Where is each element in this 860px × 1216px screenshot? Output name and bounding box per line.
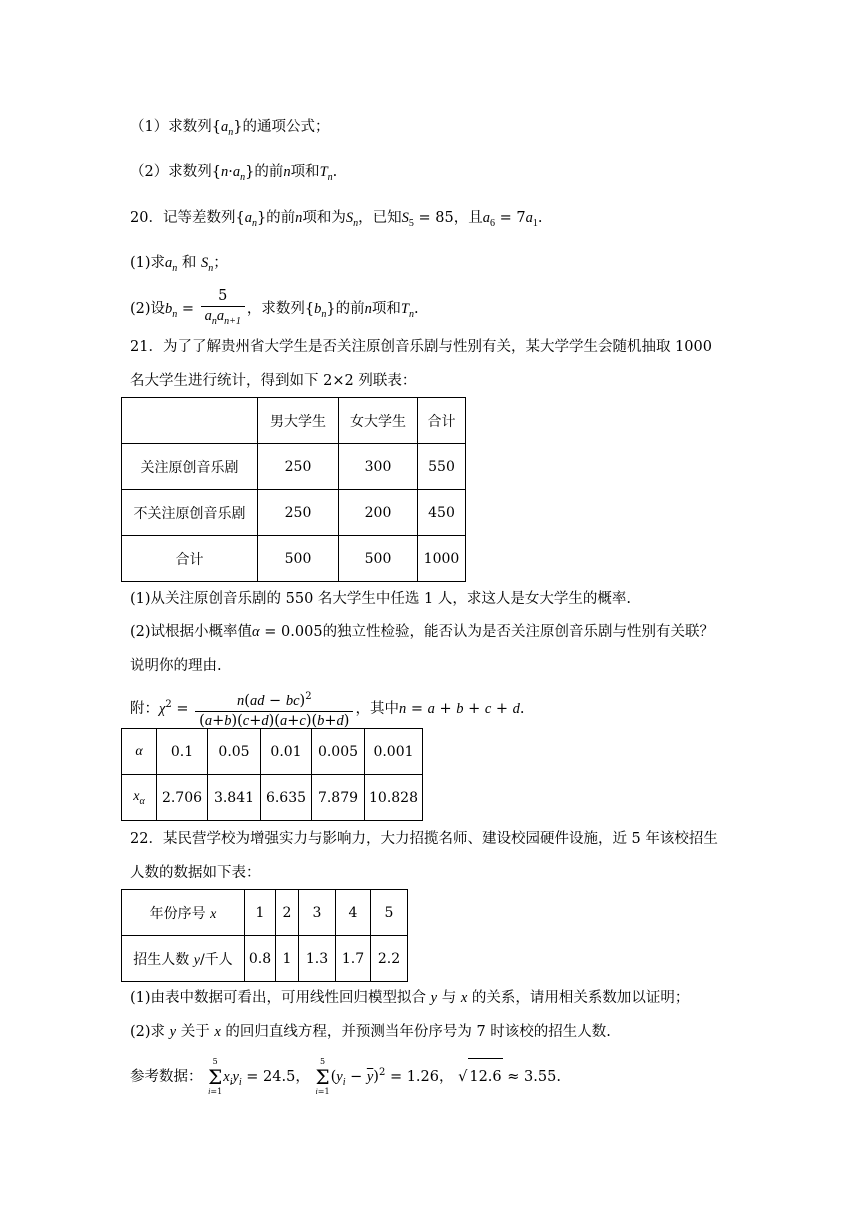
- ct-cell: 500: [258, 536, 339, 582]
- ct-cell: 0.001: [365, 729, 423, 775]
- q22-reference-data: 参考数据： 5 Σ i=1 $x_iy_i = 24.5$， 5 Σ i=1 $(y_i - \overline{y})^2 = 1.26$， √ 12.6 ≈ 3.55.: [130, 1057, 561, 1096]
- ct-cell: 2.2: [371, 936, 408, 982]
- ct-cell: 关注原创音乐剧: [122, 444, 258, 490]
- q19-part1-post: 的通项公式；: [242, 119, 330, 135]
- ct-cell: 200: [339, 490, 418, 536]
- enrollment-table: [121, 889, 408, 982]
- q22-ref-sum2: = 1.26: [389, 1069, 439, 1085]
- q20-part2-mid: ，求数列: [246, 301, 305, 317]
- q20-part1-and: 和: [181, 255, 197, 271]
- ct-header-2: 女大学生: [339, 398, 418, 444]
- sum-symbol-icon: 5 Σ i=1: [315, 1057, 330, 1096]
- q22-intro-line2: 人数的数据如下表：: [130, 865, 261, 881]
- q20-part2-pre: (2)设: [130, 301, 166, 317]
- table-row: [122, 936, 408, 982]
- enrollment-label: 招生人数 y/千人: [122, 936, 245, 982]
- q20-part1-post: ；: [213, 255, 228, 271]
- q20-s5-value: = 85: [418, 210, 454, 226]
- year-label: 年份序号 x: [122, 890, 245, 936]
- q21-appendix: 附：$\chi^2$ = $\frac{n(ad - bc)^2}{(a+b)(c+d)(a+c)(b+d)}$ ，其中n = a + b + c + d.: [130, 685, 525, 730]
- table-row: [122, 890, 408, 936]
- ct-cell: 4: [336, 890, 371, 936]
- ct-cell: 1: [276, 936, 299, 982]
- ct-cell: 300: [339, 444, 418, 490]
- enrollment-unit: /千人: [199, 951, 233, 968]
- q20-part1: (1)求$a_n$ 和 $S_n$；: [130, 255, 228, 274]
- sqrt-radicand: 12.6: [468, 1058, 502, 1095]
- ct-cell: 2.706: [157, 775, 208, 821]
- q20-part2-post: 项和: [371, 301, 401, 317]
- ct-cell: 7.879: [312, 775, 365, 821]
- q19-part2: （2）求数列$\{n\cdot a_n\}$的前n项和$T_n$.: [130, 164, 338, 183]
- ct-cell: 3: [299, 890, 336, 936]
- q21-appendix-mid: ，其中: [355, 701, 399, 717]
- q20-intro: 20．记等差数列$\{a_n\}$的前n项和为$S_n$，已知$S_5 = 85$，且$a_6 = 7a_1$.: [130, 210, 543, 229]
- q22-part2-pre: (2)求: [130, 1024, 166, 1040]
- ct-cell: 1: [245, 890, 276, 936]
- table-row: [122, 444, 466, 490]
- q22-part2-mid: 关于: [180, 1024, 210, 1040]
- q22-part1-mid: 与: [441, 990, 457, 1006]
- q21-intro-line2: 名大学生进行统计，得到如下 2×2 列联表：: [130, 373, 417, 389]
- q22-part2: (2)求 y 关于 x 的回归直线方程，并预测当年份序号为 7 时该校的招生人数.: [130, 1024, 611, 1040]
- ct-cell: 1.7: [336, 936, 371, 982]
- ct-cell: 450: [418, 490, 466, 536]
- ct-cell: 不关注原创音乐剧: [122, 490, 258, 536]
- ct-cell: 1.3: [299, 936, 336, 982]
- q21-intro2-pre: 名大学生进行统计，得到如下: [130, 373, 319, 389]
- q21-part2-pre: (2)试根据小概率值: [130, 624, 253, 640]
- q19-part2-pre: （2）求数列: [130, 164, 212, 180]
- q20-intro2: 的前: [266, 210, 296, 226]
- table-row: [122, 490, 466, 536]
- q20-fraction: $\frac{5}{a_na_{n+1}}$: [201, 288, 245, 330]
- ct-cell: 5: [371, 890, 408, 936]
- ct-cell: 0.01: [261, 729, 312, 775]
- q22-ref-sqrt-val: ≈ 3.55: [507, 1069, 557, 1085]
- ct-header-3: 合计: [418, 398, 466, 444]
- q19-part2-mid: 的前: [254, 164, 284, 180]
- ct-cell: 250: [258, 444, 339, 490]
- ct-cell: 3.841: [208, 775, 261, 821]
- q21-part1: (1)从关注原创音乐剧的 550 名大学生中任选 1 人，求这人是女大学生的概率.: [130, 591, 631, 607]
- q21-part2-line2: 说明你的理由.: [130, 658, 222, 674]
- ct-cell: 0.005: [312, 729, 365, 775]
- q20-part2: (2)设$b_n$ = $\frac{5}{a_na_{n+1}}$ ，求数列$\{b_n\}$的前n项和$T_n$.: [130, 288, 419, 335]
- ct-cell: 550: [418, 444, 466, 490]
- ct-cell: 0.8: [245, 936, 276, 982]
- ct-header-0: [122, 398, 258, 444]
- q22-ref-pre: 参考数据：: [130, 1069, 203, 1085]
- ct-cell: 10.828: [365, 775, 423, 821]
- ct-cell: 6.635: [261, 775, 312, 821]
- contingency-table: [121, 397, 466, 582]
- q22-ref-sum1: = 24.5: [246, 1069, 296, 1085]
- chi-square-fraction: $\frac{n(ad - bc)^2}{(a+b)(c+d)(a+c)(b+d)}$: [195, 688, 353, 730]
- q21-appendix-pre: 附：: [130, 701, 159, 717]
- q20-intro3: 项和为: [302, 210, 346, 226]
- ct-cell: 0.1: [157, 729, 208, 775]
- q22-part1: (1)由表中数据可看出，可用线性回归模型拟合 y 与 x 的关系，请用相关系数加以证明；: [130, 990, 690, 1006]
- q22-part1-post: 的关系，请用相关系数加以证明；: [471, 990, 690, 1006]
- q22-intro-line1: 22．某民营学校为增强实力与影响力，大力招揽名师、建设校园硬件设施，近 5 年该校招生: [130, 831, 718, 847]
- q20-intro-text: 20．记等差数列: [130, 210, 236, 226]
- x-alpha-label: $x_\alpha$: [122, 775, 157, 821]
- table-row: [122, 729, 423, 775]
- q21-intro-line1: 21．为了了解贵州省大学生是否关注原创音乐剧与性别有关，某大学学生会随机抽取 1000: [130, 339, 712, 355]
- alpha-label: α: [122, 729, 157, 775]
- ct-cell: 0.05: [208, 729, 261, 775]
- ct-cell: 1000: [418, 536, 466, 582]
- year-label-text: 年份序号: [149, 905, 206, 922]
- ct-cell: 500: [339, 536, 418, 582]
- ct-cell: 合计: [122, 536, 258, 582]
- q22-part2-post: 的回归直线方程，并预测当年份序号为 7 时该校的招生人数.: [225, 1024, 611, 1040]
- ct-header-1: 男大学生: [258, 398, 339, 444]
- critical-value-table: [121, 728, 423, 821]
- q20-part1-pre: (1)求: [130, 255, 166, 271]
- q20-frac-num: 5: [201, 288, 245, 307]
- q22-part1-pre: (1)由表中数据可看出，可用线性回归模型拟合: [130, 990, 427, 1006]
- enrollment-label-text: 招生人数: [133, 951, 190, 968]
- q20-intro4: ，已知: [358, 210, 402, 226]
- q21-alpha-value: = 0.005: [264, 624, 323, 640]
- q20-part2-mid2: 的前: [335, 301, 365, 317]
- table-row: [122, 775, 423, 821]
- ct-cell: 250: [258, 490, 339, 536]
- q19-part2-post: 项和: [290, 164, 320, 180]
- q19-part1: （1）求数列$\{a_n\}$的通项公式；: [130, 119, 330, 138]
- q21-intro2-post: 列联表：: [358, 373, 417, 389]
- q19-part1-pre: （1）求数列: [130, 119, 212, 135]
- q20-intro5: ，且: [453, 210, 483, 226]
- q21-part2-post: 的独立性检验，能否认为是否关注原创音乐剧与性别有关联？: [322, 624, 715, 640]
- ct-cell: 2: [276, 890, 299, 936]
- sum-symbol-icon: 5 Σ i=1: [208, 1057, 223, 1096]
- q21-part2: (2)试根据小概率值α = 0.005的独立性检验，能否认为是否关注原创音乐剧与性别有关联？: [130, 624, 715, 640]
- table-row: [122, 536, 466, 582]
